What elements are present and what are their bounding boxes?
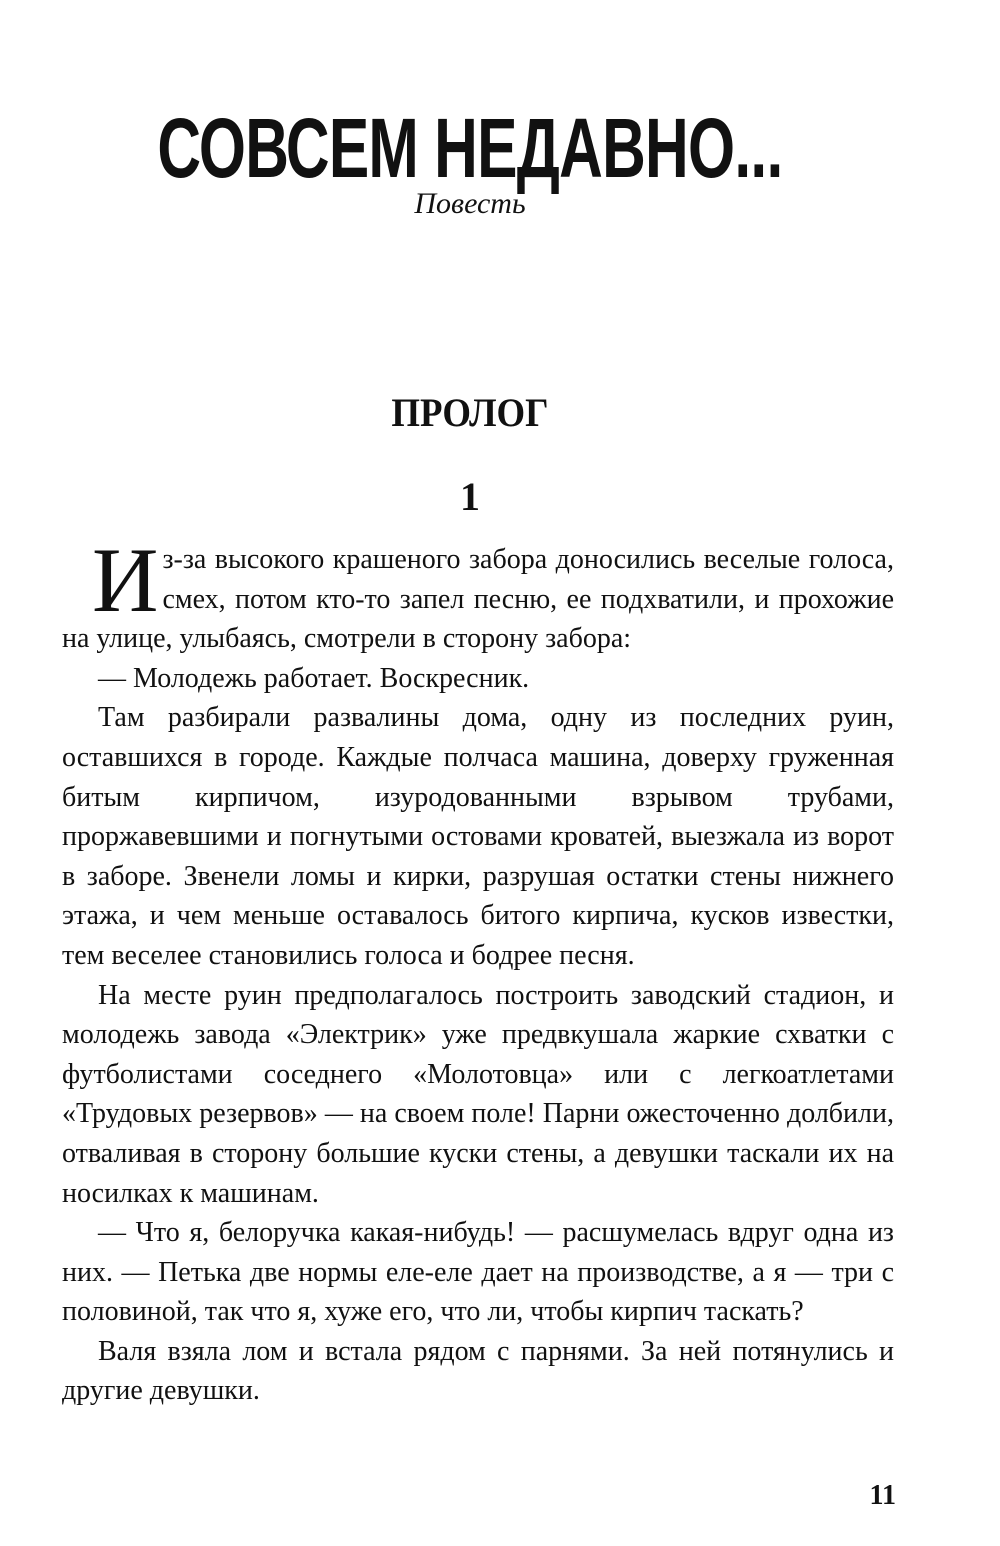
paragraph-6: Валя взяла лом и встала рядом с парнями. За ней потянулись и другие девушки. [62, 1335, 894, 1407]
chapter-number: 1 [460, 474, 480, 519]
paragraph-4: На месте руин предполагалось построить заводский стадион, и молодежь завода «Электрик» уже предвкушала жаркие схватки с футболистами соседнего «Молотовца» или с легкоатлетами «Трудовых резервов» — на своем поле! Парни ожесточенно долбили, отваливая в сторону большие куски стены, а девушки таскали их на носилках к машинам. [62, 979, 894, 1209]
paragraph-5: — Что я, белоручка какая-нибудь! — расшумелась вдруг одна из них. — Петька две нормы еле-еле дает на производстве, а я — три с половиной, так что я, хуже его, что ли, чтобы кирпич таскать? [62, 1217, 894, 1328]
paragraph-3: Там разбирали развалины дома, одну из последних руин, оставшихся в городе. Каждые полчаса машина, доверху груженная битым кирпичом, изуродованными взрывом трубами, проржавевшими и погнутыми остовами кроватей, выезжала из ворот в заборе. Звенели ломы и кирки, разрушая остатки стены нижнего этажа, и чем меньше оставалось битого кирпича, кусков известки, тем веселее становились голоса и бодрее песня. [62, 702, 894, 971]
text-body [62, 529, 894, 1411]
book-subtitle: Повесть [414, 187, 526, 220]
part-title: ПРОЛОГ [391, 390, 549, 435]
paragraph-1 [62, 529, 894, 659]
paragraph-1-text: з-за высокого крашеного забора доносились веселые голоса, смех, потом кто-то запел песню, ее подхватили, и прохожие на улице, улыбаясь, смотрели в сторону забора: [62, 544, 894, 655]
drop-cap: И [92, 529, 159, 631]
paragraph-2: — Молодежь работает. Воскресник. [98, 662, 530, 694]
book-title: СОВСЕМ НЕДАВНО... [157, 101, 783, 195]
page-number: 11 [869, 1480, 896, 1511]
